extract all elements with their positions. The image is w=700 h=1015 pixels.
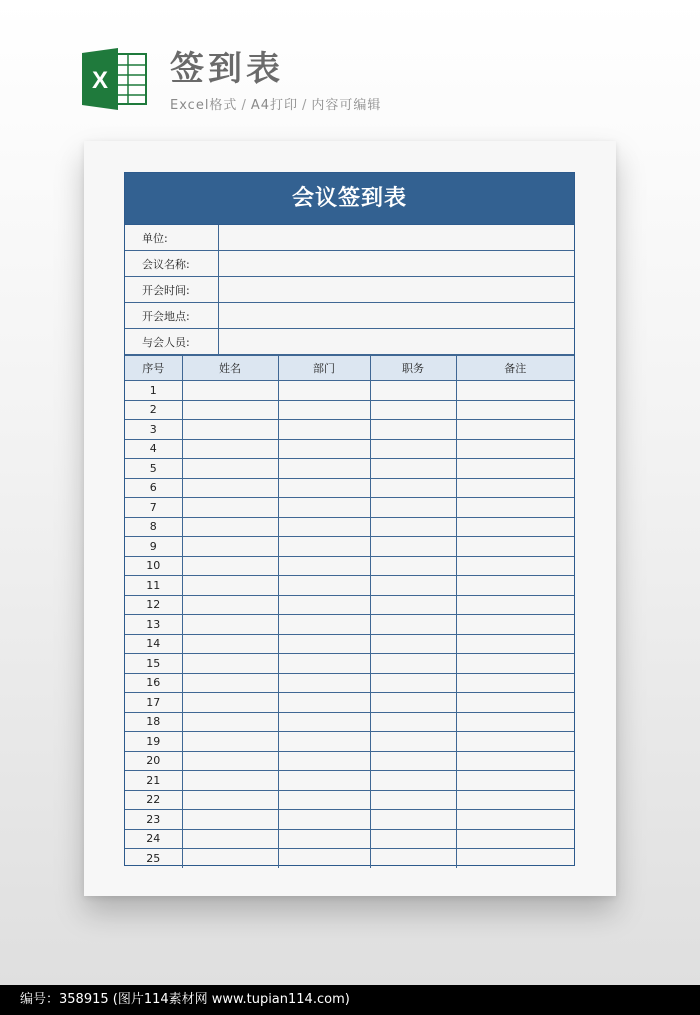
table-cell[interactable]	[456, 517, 574, 537]
table-row	[125, 732, 574, 752]
table-row	[125, 595, 574, 615]
row-number: 2	[125, 400, 182, 420]
row-number: 4	[125, 439, 182, 459]
info-value-cell[interactable]	[218, 251, 574, 277]
table-row	[125, 712, 574, 732]
table-cell[interactable]	[182, 673, 278, 693]
row-number: 19	[125, 732, 182, 752]
info-row	[125, 251, 574, 277]
table-row	[125, 420, 574, 440]
row-number: 22	[125, 790, 182, 810]
info-row	[125, 277, 574, 303]
table-cell[interactable]	[182, 693, 278, 713]
table-cell[interactable]	[370, 420, 456, 440]
row-number: 20	[125, 751, 182, 771]
table-cell[interactable]	[370, 673, 456, 693]
table-row	[125, 576, 574, 596]
info-row	[125, 225, 574, 251]
table-cell[interactable]	[456, 790, 574, 810]
svg-text:X: X	[91, 67, 109, 94]
table-cell[interactable]	[370, 459, 456, 479]
info-row	[125, 303, 574, 329]
row-number: 1	[125, 381, 182, 401]
table-cell[interactable]	[278, 498, 370, 518]
row-number: 21	[125, 771, 182, 791]
table-cell[interactable]	[182, 517, 278, 537]
table-cell[interactable]	[278, 849, 370, 868]
table-cell[interactable]	[370, 810, 456, 830]
table-cell[interactable]	[278, 790, 370, 810]
table-row	[125, 459, 574, 479]
table-cell[interactable]	[370, 654, 456, 674]
excel-icon	[82, 48, 148, 110]
table-cell[interactable]	[370, 790, 456, 810]
table-cell[interactable]	[278, 829, 370, 849]
table-cell[interactable]	[370, 595, 456, 615]
meta-separator: /	[241, 98, 247, 113]
table-row	[125, 498, 574, 518]
table-row	[125, 673, 574, 693]
info-label: 单位:	[125, 225, 218, 251]
table-cell[interactable]	[182, 849, 278, 868]
table-cell[interactable]	[182, 537, 278, 557]
form-title: 会议签到表	[125, 173, 574, 225]
table-row	[125, 849, 574, 868]
table-cell[interactable]	[278, 732, 370, 752]
table-cell[interactable]	[370, 556, 456, 576]
table-cell[interactable]	[278, 693, 370, 713]
table-row	[125, 810, 574, 830]
table-cell[interactable]	[278, 634, 370, 654]
table-cell[interactable]	[456, 810, 574, 830]
info-label: 开会地点:	[125, 303, 218, 329]
table-cell[interactable]	[370, 751, 456, 771]
table-cell[interactable]	[182, 420, 278, 440]
page-header	[82, 48, 582, 112]
info-value-cell[interactable]	[218, 303, 574, 329]
row-number: 9	[125, 537, 182, 557]
table-header-row	[125, 356, 574, 381]
meta-editable: 内容可编辑	[311, 98, 382, 113]
row-number: 25	[125, 849, 182, 868]
row-number: 12	[125, 595, 182, 615]
table-cell[interactable]	[456, 751, 574, 771]
table-cell[interactable]	[182, 498, 278, 518]
table-row	[125, 478, 574, 498]
table-cell[interactable]	[456, 849, 574, 868]
table-row	[125, 537, 574, 557]
table-cell[interactable]	[182, 634, 278, 654]
table-cell[interactable]	[278, 712, 370, 732]
table-cell[interactable]	[370, 615, 456, 635]
row-number: 23	[125, 810, 182, 830]
table-cell[interactable]	[182, 478, 278, 498]
table-cell[interactable]	[182, 439, 278, 459]
table-cell[interactable]	[182, 576, 278, 596]
table-cell[interactable]	[456, 615, 574, 635]
table-cell[interactable]	[456, 400, 574, 420]
table-cell[interactable]	[182, 732, 278, 752]
table-cell[interactable]	[456, 595, 574, 615]
table-cell[interactable]	[370, 576, 456, 596]
table-cell[interactable]	[182, 615, 278, 635]
row-number: 15	[125, 654, 182, 674]
meeting-info-table	[125, 225, 574, 355]
column-header: 备注	[456, 356, 574, 381]
table-cell[interactable]	[370, 712, 456, 732]
row-number: 7	[125, 498, 182, 518]
table-row	[125, 381, 574, 401]
table-row	[125, 790, 574, 810]
table-cell[interactable]	[370, 634, 456, 654]
table-cell[interactable]	[278, 420, 370, 440]
table-cell[interactable]	[456, 478, 574, 498]
info-value-cell[interactable]	[218, 225, 574, 251]
table-cell[interactable]	[456, 420, 574, 440]
row-number: 3	[125, 420, 182, 440]
table-cell[interactable]	[182, 790, 278, 810]
table-cell[interactable]	[278, 537, 370, 557]
table-cell[interactable]	[456, 556, 574, 576]
row-number: 14	[125, 634, 182, 654]
table-row	[125, 654, 574, 674]
table-cell[interactable]	[182, 771, 278, 791]
table-row	[125, 556, 574, 576]
table-cell[interactable]	[456, 537, 574, 557]
table-cell[interactable]	[370, 771, 456, 791]
table-cell[interactable]	[278, 654, 370, 674]
info-label: 与会人员:	[125, 329, 218, 355]
table-cell[interactable]	[182, 381, 278, 401]
row-number: 13	[125, 615, 182, 635]
watermark-footer: 编号：358915 (图片114素材网 www.tupian114.com)	[0, 985, 700, 1015]
table-cell[interactable]	[370, 849, 456, 868]
sign-in-form	[124, 172, 575, 866]
row-number: 18	[125, 712, 182, 732]
page-title: 签到表	[170, 49, 284, 89]
attendee-table	[125, 355, 574, 868]
table-cell[interactable]	[278, 751, 370, 771]
info-row	[125, 329, 574, 355]
format-meta	[170, 94, 381, 113]
table-cell[interactable]	[456, 498, 574, 518]
table-cell[interactable]	[370, 537, 456, 557]
table-cell[interactable]	[278, 595, 370, 615]
table-row	[125, 517, 574, 537]
table-cell[interactable]	[456, 439, 574, 459]
column-header: 序号	[125, 356, 182, 381]
table-cell[interactable]	[370, 498, 456, 518]
row-number: 16	[125, 673, 182, 693]
table-cell[interactable]	[278, 478, 370, 498]
table-row	[125, 615, 574, 635]
table-cell[interactable]	[182, 712, 278, 732]
info-label: 会议名称:	[125, 251, 218, 277]
row-number: 6	[125, 478, 182, 498]
meta-print: A4打印	[250, 98, 298, 113]
info-value-cell[interactable]	[218, 277, 574, 303]
table-cell[interactable]	[370, 439, 456, 459]
table-cell[interactable]	[278, 576, 370, 596]
table-row	[125, 829, 574, 849]
info-value-cell[interactable]	[218, 329, 574, 355]
meta-separator: /	[302, 98, 308, 113]
row-number: 8	[125, 517, 182, 537]
table-row	[125, 439, 574, 459]
table-cell[interactable]	[278, 556, 370, 576]
column-header: 职务	[370, 356, 456, 381]
row-number: 5	[125, 459, 182, 479]
table-cell[interactable]	[278, 673, 370, 693]
row-number: 10	[125, 556, 182, 576]
table-cell[interactable]	[456, 459, 574, 479]
table-cell[interactable]	[278, 400, 370, 420]
table-cell[interactable]	[278, 439, 370, 459]
table-row	[125, 634, 574, 654]
table-row	[125, 751, 574, 771]
table-cell[interactable]	[456, 693, 574, 713]
table-cell[interactable]	[370, 829, 456, 849]
table-cell[interactable]	[370, 478, 456, 498]
table-row	[125, 771, 574, 791]
table-cell[interactable]	[278, 381, 370, 401]
table-row	[125, 400, 574, 420]
table-cell[interactable]	[370, 517, 456, 537]
table-cell[interactable]	[278, 810, 370, 830]
column-header: 部门	[278, 356, 370, 381]
row-number: 24	[125, 829, 182, 849]
table-row	[125, 693, 574, 713]
table-cell[interactable]	[370, 693, 456, 713]
table-cell[interactable]	[456, 381, 574, 401]
table-cell[interactable]	[182, 595, 278, 615]
table-cell[interactable]	[182, 459, 278, 479]
table-cell[interactable]	[278, 459, 370, 479]
meta-format: Excel格式	[170, 98, 238, 113]
table-cell[interactable]	[182, 556, 278, 576]
table-cell[interactable]	[456, 771, 574, 791]
table-cell[interactable]	[456, 654, 574, 674]
table-cell[interactable]	[278, 517, 370, 537]
table-cell[interactable]	[456, 634, 574, 654]
row-number: 11	[125, 576, 182, 596]
table-cell[interactable]	[182, 654, 278, 674]
table-cell[interactable]	[456, 829, 574, 849]
table-cell[interactable]	[182, 810, 278, 830]
table-cell[interactable]	[278, 771, 370, 791]
table-cell[interactable]	[370, 381, 456, 401]
table-cell[interactable]	[456, 712, 574, 732]
table-cell[interactable]	[456, 576, 574, 596]
row-number: 17	[125, 693, 182, 713]
table-cell[interactable]	[182, 400, 278, 420]
table-cell[interactable]	[456, 673, 574, 693]
table-cell[interactable]	[456, 732, 574, 752]
table-cell[interactable]	[182, 829, 278, 849]
table-cell[interactable]	[370, 400, 456, 420]
table-cell[interactable]	[182, 751, 278, 771]
table-cell[interactable]	[370, 732, 456, 752]
paper-sheet	[84, 141, 616, 896]
column-header: 姓名	[182, 356, 278, 381]
table-cell[interactable]	[278, 615, 370, 635]
info-label: 开会时间:	[125, 277, 218, 303]
